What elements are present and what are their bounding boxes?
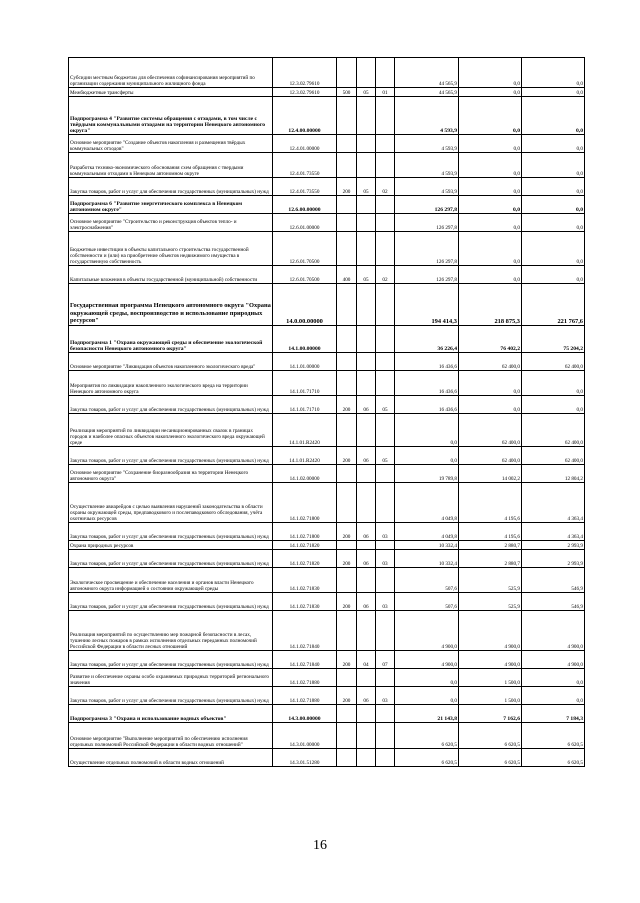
amount-year-1: 4 900,0 [395,651,459,669]
section [357,214,376,232]
section: 06 [357,593,376,611]
expense-type [337,97,357,135]
target-code: 14.1.02.71880 [273,669,337,687]
amount-year-1: 10 332,4 [395,541,459,550]
amount-year-2: 0,0 [459,88,522,97]
amount-year-2: 4 900,0 [459,651,522,669]
row-name: Субсидии местным бюджетам для обеспечения софинансирования мероприятий по организации содержания муниципального жилищного фонда [69,58,273,88]
target-code: 14.1.01.R2420 [273,447,337,465]
table-row [69,687,585,705]
amount-year-2: 0,0 [459,178,522,196]
row-name: Закупка товаров, работ и услуг для обеспечения государственных (муниципальных) нужд [69,651,273,669]
table-row [69,214,585,232]
subsection [376,669,395,687]
table-row [69,97,585,135]
subsection [376,135,395,153]
row-name: Закупка товаров, работ и услуг для обеспечения государственных (муниципальных) нужд [69,396,273,414]
row-name: Развитие и обеспечение охраны особо охраняемых природных территорий регионального значения [69,669,273,687]
expense-type: 200 [337,523,357,541]
section [357,541,376,550]
section [357,326,376,353]
budget-table-sheet [68,57,585,767]
target-code: 12.6.01.70500 [273,232,337,266]
row-name: Основное мероприятие "Создание объектов накопления и размещения твёрдых коммунальных отходов" [69,135,273,153]
amount-year-3: 0,0 [522,266,585,284]
amount-year-2: 62 400,0 [459,353,522,371]
target-code: 14.1.02.71830 [273,593,337,611]
target-code: 14.1.01.71710 [273,396,337,414]
amount-year-3: 221 767,6 [522,284,585,326]
target-code: 14.1.00.00000 [273,326,337,353]
section [357,353,376,371]
target-code: 12.6.01.00000 [273,214,337,232]
subsection [376,214,395,232]
row-name: Подпрограмма 4 "Развитие системы обращения с отходами, в том числе с твёрдыми коммунальными отходами на территории Ненецкого автономного округа" [69,97,273,135]
amount-year-2: 6 620,5 [459,749,522,767]
target-code: 12.6.01.70500 [273,266,337,284]
target-code: 14.1.02.71840 [273,611,337,651]
section: 05 [357,88,376,97]
subsection [376,723,395,749]
subsection: 01 [376,88,395,97]
subsection [376,568,395,593]
table-row [69,88,585,97]
target-code: 14.3.00.00000 [273,705,337,723]
expense-type [337,705,357,723]
expense-type [337,58,357,88]
expense-type [337,483,357,523]
amount-year-1: 6 620,5 [395,723,459,749]
row-name: Реализация мероприятий по ликвидации несанкционированных свалок в границах городов и наиболее опасных объектов накопленного экологического вреда окружающей среде [69,414,273,447]
table-row [69,135,585,153]
amount-year-1: 4 593,9 [395,153,459,178]
table-row [69,232,585,266]
table-row [69,523,585,541]
table-row [69,447,585,465]
row-name: Основное мероприятие "Выполнение мероприятий по обеспечению исполнения отдельных полномочий Российской Федерации в области водных отношений" [69,723,273,749]
target-code: 12.3.02.79610 [273,88,337,97]
amount-year-1: 4 049,8 [395,523,459,541]
subsection: 02 [376,266,395,284]
section: 04 [357,651,376,669]
amount-year-3: 0,0 [522,178,585,196]
amount-year-3: 0,0 [522,97,585,135]
target-code: 14.3.01.51280 [273,749,337,767]
section: 06 [357,550,376,568]
row-name: Закупка товаров, работ и услуг для обеспечения государственных (муниципальных) нужд [69,178,273,196]
row-name: Закупка товаров, работ и услуг для обеспечения государственных (муниципальных) нужд [69,447,273,465]
subsection: 03 [376,523,395,541]
expense-type [337,326,357,353]
subsection: 03 [376,593,395,611]
row-name: Основное мероприятие "Строительство и реконструкция объектов тепло- и электроснабжения" [69,214,273,232]
amount-year-1: 16 436,6 [395,396,459,414]
expense-type: 200 [337,687,357,705]
amount-year-2: 62 400,0 [459,414,522,447]
row-name: Капитальные вложения в объекты государственной (муниципальной) собственности [69,266,273,284]
amount-year-3: 0,0 [522,396,585,414]
amount-year-3: 4 900,0 [522,651,585,669]
amount-year-1: 16 436,6 [395,371,459,396]
table-row [69,651,585,669]
amount-year-3: 62 400,0 [522,414,585,447]
subsection: 02 [376,178,395,196]
target-code: 12.4.01.73550 [273,178,337,196]
subsection [376,232,395,266]
subsection [376,465,395,483]
table-row [69,669,585,687]
target-code: 12.6.00.00000 [273,196,337,214]
expense-type [337,723,357,749]
subsection [376,326,395,353]
row-name: Подпрограмма 3 "Охрана и использование водных объектов" [69,705,273,723]
section [357,97,376,135]
amount-year-3: 0,0 [522,669,585,687]
section [357,196,376,214]
row-name: Охрана природных ресурсов [69,541,273,550]
amount-year-1: 4 593,9 [395,97,459,135]
row-name: Подпрограмма 1 "Охрана окружающей среды и обеспечение экологической безопасности Ненецкого автономного округа" [69,326,273,353]
amount-year-2: 0,0 [459,97,522,135]
amount-year-3: 4 363,4 [522,483,585,523]
amount-year-3: 6 620,5 [522,749,585,767]
section: 05 [357,178,376,196]
amount-year-1: 126 297,8 [395,214,459,232]
section [357,465,376,483]
expense-type [337,669,357,687]
subsection: 05 [376,396,395,414]
table-row [69,153,585,178]
amount-year-3: 0,0 [522,135,585,153]
amount-year-1: 126 297,8 [395,266,459,284]
subsection [376,284,395,326]
expense-type [337,232,357,266]
table-row [69,723,585,749]
section: 06 [357,687,376,705]
expense-type [337,611,357,651]
expense-type: 200 [337,651,357,669]
subsection [376,414,395,447]
amount-year-2: 62 400,0 [459,447,522,465]
amount-year-3: 0,0 [522,153,585,178]
target-code: 14.1.02.71800 [273,483,337,523]
amount-year-1: 126 297,8 [395,232,459,266]
amount-year-2: 76 402,2 [459,326,522,353]
subsection [376,483,395,523]
amount-year-3: 0,0 [522,232,585,266]
expense-type [337,371,357,396]
section [357,153,376,178]
row-name: Основное мероприятие "Сохранение биоразнообразия на территории Ненецкого автономного округа" [69,465,273,483]
subsection: 03 [376,687,395,705]
expense-type [337,353,357,371]
row-name: Закупка товаров, работ и услуг для обеспечения государственных (муниципальных) нужд [69,550,273,568]
expense-type [337,284,357,326]
row-name: Подпрограмма 6 "Развитие энергетического комплекса в Ненецком автономном округе" [69,196,273,214]
amount-year-1: 194 414,3 [395,284,459,326]
amount-year-2: 525,9 [459,568,522,593]
amount-year-3: 0,0 [522,88,585,97]
amount-year-2: 0,0 [459,396,522,414]
row-name: Основное мероприятие "Ликвидация объектов накопленного экологического вреда" [69,353,273,371]
section [357,723,376,749]
table-row [69,541,585,550]
amount-year-1: 0,0 [395,447,459,465]
row-name: Межбюджетные трансферты [69,88,273,97]
amount-year-2: 4 195,6 [459,523,522,541]
row-name: Реализация мероприятий по осуществлению мер пожарной безопасности в лесах, тушению лесных пожаров в рамках исполнения отдельных переданных полномочий Российской Федерации в области лесных отношений [69,611,273,651]
amount-year-1: 44 565,9 [395,88,459,97]
section [357,58,376,88]
expense-type [337,749,357,767]
target-code: 14.1.01.71710 [273,371,337,396]
amount-year-3: 0,0 [522,371,585,396]
table-row [69,705,585,723]
subsection [376,541,395,550]
target-code: 12.4.00.00000 [273,97,337,135]
amount-year-2: 0,0 [459,153,522,178]
page-number: 16 [313,838,327,853]
subsection: 05 [376,447,395,465]
budget-table [68,57,585,767]
amount-year-1: 4 049,8 [395,483,459,523]
amount-year-3: 2 993,9 [522,550,585,568]
target-code: 14.1.01.R2420 [273,414,337,447]
expense-type: 200 [337,593,357,611]
amount-year-2: 0,0 [459,266,522,284]
section [357,284,376,326]
amount-year-2: 0,0 [459,214,522,232]
section [357,669,376,687]
table-row [69,465,585,483]
amount-year-3: 546,9 [522,593,585,611]
amount-year-3: 75 204,2 [522,326,585,353]
expense-type: 200 [337,396,357,414]
subsection [376,353,395,371]
expense-type: 200 [337,550,357,568]
row-name: Закупка товаров, работ и услуг для обеспечения государственных (муниципальных) нужд [69,523,273,541]
amount-year-3: 0,0 [522,58,585,88]
section [357,611,376,651]
subsection [376,153,395,178]
section [357,705,376,723]
target-code: 14.1.02.71830 [273,568,337,593]
expense-type: 400 [337,266,357,284]
table-row [69,550,585,568]
amount-year-3: 7 184,3 [522,705,585,723]
amount-year-3: 62 400,0 [522,447,585,465]
row-name: Бюджетные инвестиции в объекты капитального строительства государственной собственности и (или) на приобретение объектов недвижимого имущества в государственную собственность [69,232,273,266]
target-code: 14.1.02.71820 [273,541,337,550]
row-name: Экологическое просвещение и обеспечение населения и органов власти Ненецкого автономного округа информацией о состоянии окружающей среды [69,568,273,593]
amount-year-2: 14 002,2 [459,465,522,483]
target-code: 14.1.02.71880 [273,687,337,705]
amount-year-2: 4 900,0 [459,611,522,651]
amount-year-2: 0,0 [459,196,522,214]
subsection: 07 [376,651,395,669]
subsection [376,611,395,651]
section [357,749,376,767]
expense-type: 500 [337,88,357,97]
expense-type [337,465,357,483]
row-name: Осуществление авиарейдов с целью выявления нарушений законодательства в области охраны окружающей среды, предпаводкового и послепаводкового обследования, учёта охотничьих ресурсов [69,483,273,523]
amount-year-2: 2 880,7 [459,550,522,568]
expense-type [337,153,357,178]
amount-year-2: 7 162,6 [459,705,522,723]
section [357,371,376,396]
table-row [69,58,585,88]
amount-year-3: 62 400,0 [522,353,585,371]
expense-type: 200 [337,178,357,196]
amount-year-3: 0,0 [522,687,585,705]
subsection [376,705,395,723]
section [357,568,376,593]
table-row [69,353,585,371]
target-code: 12.4.01.73550 [273,153,337,178]
amount-year-1: 36 226,4 [395,326,459,353]
amount-year-2: 6 620,5 [459,723,522,749]
amount-year-2: 0,0 [459,58,522,88]
target-code: 14.3.01.00000 [273,723,337,749]
row-name: Разработка технико-экономического обоснования схем обращения с твердыми коммунальными отходами в Ненецком автономном округе [69,153,273,178]
section: 06 [357,523,376,541]
amount-year-1: 21 143,8 [395,705,459,723]
budget-table-body [69,58,585,767]
amount-year-2: 0,0 [459,232,522,266]
table-row [69,396,585,414]
amount-year-2: 0,0 [459,371,522,396]
subsection: 03 [376,550,395,568]
amount-year-1: 126 297,8 [395,196,459,214]
amount-year-1: 6 620,5 [395,749,459,767]
amount-year-1: 10 332,4 [395,550,459,568]
table-row [69,196,585,214]
amount-year-1: 4 593,9 [395,135,459,153]
amount-year-3: 4 900,0 [522,611,585,651]
amount-year-1: 0,0 [395,687,459,705]
amount-year-1: 16 436,6 [395,353,459,371]
section [357,414,376,447]
target-code: 12.3.02.79610 [273,58,337,88]
amount-year-3: 4 363,4 [522,523,585,541]
subsection [376,58,395,88]
subsection [376,97,395,135]
row-name: Закупка товаров, работ и услуг для обеспечения государственных (муниципальных) нужд [69,593,273,611]
subsection [376,371,395,396]
expense-type [337,541,357,550]
table-row [69,284,585,326]
expense-type [337,214,357,232]
section: 05 [357,266,376,284]
table-row [69,266,585,284]
section [357,135,376,153]
table-row [69,483,585,523]
target-code: 14.1.02.71840 [273,651,337,669]
section [357,232,376,266]
row-name: Закупка товаров, работ и услуг для обеспечения государственных (муниципальных) нужд [69,687,273,705]
target-code: 14.0.00.00000 [273,284,337,326]
section: 06 [357,447,376,465]
target-code: 14.1.02.71820 [273,550,337,568]
table-row [69,568,585,593]
table-row [69,593,585,611]
amount-year-3: 546,9 [522,568,585,593]
section [357,483,376,523]
expense-type [337,414,357,447]
subsection [376,749,395,767]
amount-year-3: 0,0 [522,214,585,232]
target-code: 12.4.01.00000 [273,135,337,153]
table-row [69,749,585,767]
amount-year-2: 4 195,6 [459,483,522,523]
amount-year-2: 2 880,7 [459,541,522,550]
amount-year-1: 507,6 [395,593,459,611]
expense-type [337,196,357,214]
target-code: 14.1.02.00000 [273,465,337,483]
row-name: Мероприятия по ликвидации накопленного экологического вреда на территории Ненецкого автономного округа [69,371,273,396]
amount-year-2: 1 500,0 [459,669,522,687]
expense-type: 200 [337,447,357,465]
amount-year-2: 0,0 [459,135,522,153]
amount-year-1: 4 900,0 [395,611,459,651]
target-code: 14.1.02.71800 [273,523,337,541]
row-name: Государственная программа Ненецкого автономного округа "Охрана окружающей среды, воспроизводство и использование природных ресурсов" [69,284,273,326]
table-row [69,326,585,353]
amount-year-3: 0,0 [522,196,585,214]
amount-year-2: 1 500,0 [459,687,522,705]
row-name: Осуществление отдельных полномочий в области водных отношений [69,749,273,767]
amount-year-1: 0,0 [395,669,459,687]
table-row [69,414,585,447]
expense-type [337,568,357,593]
table-row [69,611,585,651]
expense-type [337,135,357,153]
section: 06 [357,396,376,414]
amount-year-3: 12 804,2 [522,465,585,483]
amount-year-3: 6 620,5 [522,723,585,749]
amount-year-1: 19 789,8 [395,465,459,483]
amount-year-1: 507,6 [395,568,459,593]
amount-year-1: 4 593,9 [395,178,459,196]
amount-year-1: 0,0 [395,414,459,447]
table-row [69,371,585,396]
amount-year-1: 44 565,9 [395,58,459,88]
amount-year-2: 525,9 [459,593,522,611]
table-row [69,178,585,196]
amount-year-3: 2 993,9 [522,541,585,550]
target-code: 14.1.01.00000 [273,353,337,371]
amount-year-2: 218 875,3 [459,284,522,326]
subsection [376,196,395,214]
